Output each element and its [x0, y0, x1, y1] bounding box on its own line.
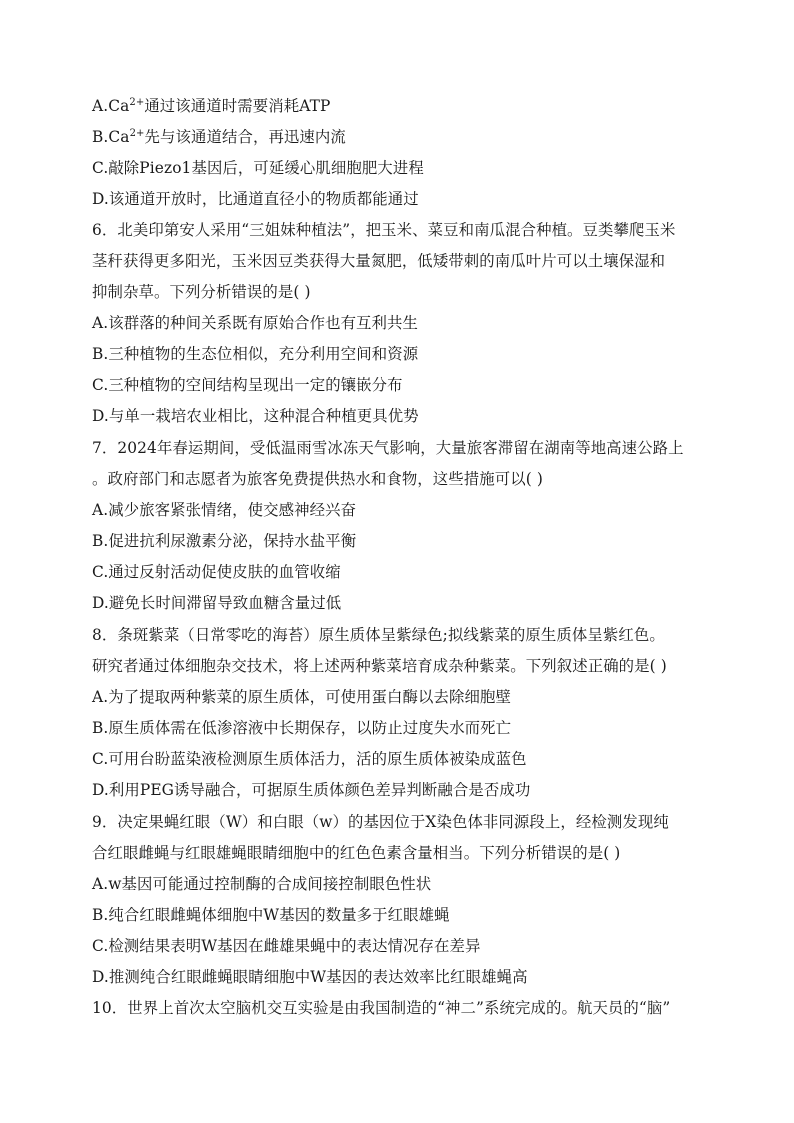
q8-stem-line-1: 8．条斑紫菜（日常零吃的海苔）原生质体呈紫绿色;拟线紫菜的原生质体呈紫红色。 — [92, 626, 665, 644]
q7-option-c: C.通过反射活动促使皮肤的血管收缩 — [92, 563, 341, 581]
q10-stem-line-1: 10．世界上首次太空脑机交互实验是由我国制造的“神二”系统完成的。航天员的“脑” — [92, 999, 671, 1017]
q9-option-d: D.推测纯合红眼雌蝇眼睛细胞中W基因的表达效率比红眼雄蝇高 — [92, 968, 528, 986]
q8-option-b: B.原生质体需在低渗溶液中长期保存，以防止过度失水而死亡 — [92, 719, 512, 737]
q6-stem-line-3: 抑制杂草。下列分析错误的是( ) — [92, 283, 311, 301]
q8-stem-line-2: 研究者通过体细胞杂交技术，将上述两种紫菜培育成杂种紫菜。下列叙述正确的是( ) — [92, 657, 667, 675]
q6-option-a: A.该群落的种间关系既有原始合作也有互利共生 — [92, 314, 419, 332]
q8-option-c: C.可用台盼蓝染液检测原生质体活力，活的原生质体被染成蓝色 — [92, 750, 527, 768]
q9-stem-line-2: 合红眼雌蝇与红眼雄蝇眼睛细胞中的红色色素含量相当。下列分析错误的是( ) — [92, 844, 621, 862]
q7-option-b: B.促进抗利尿激素分泌，保持水盐平衡 — [92, 532, 357, 550]
q7-option-d: D.避免长时间滞留导致血糖含量过低 — [92, 594, 342, 612]
q9-option-c: C.检测结果表明W基因在雌雄果蝇中的表达情况存在差异 — [92, 937, 481, 955]
q6-stem-line-1: 6．北美印第安人采用“三姐妹种植法”，把玉米、菜豆和南瓜混合种植。豆类攀爬玉米 — [92, 221, 676, 239]
q5-option-a: $A.Ca^{2+}$通过该通道时需要消耗ATP — [92, 97, 331, 115]
q6-option-d: D.与单一栽培农业相比，这种混合种植更具优势 — [92, 407, 419, 425]
q5-option-b: $B.Ca^{2+}$先与该通道结合，再迅速内流 — [92, 128, 346, 146]
q8-option-d: D.利用PEG诱导融合，可据原生质体颜色差异判断融合是否成功 — [92, 781, 531, 799]
q7-stem-line-2: 。政府部门和志愿者为旅客免费提供热水和食物，这些措施可以( ) — [92, 470, 543, 488]
q9-option-b: B.纯合红眼雌蝇体细胞中W基因的数量多于红眼雄蝇 — [92, 906, 450, 924]
q6-option-b: B.三种植物的生态位相似，充分利用空间和资源 — [92, 345, 419, 363]
q7-stem-line-1: 7．2024年春运期间，受低温雨雪冰冻天气影响，大量旅客滞留在湖南等地高速公路上 — [92, 439, 684, 457]
q5-option-d: D.该通道开放时，比通道直径小的物质都能通过 — [92, 190, 419, 208]
q8-option-a: A.为了提取两种紫菜的原生质体，可使用蛋白酶以去除细胞壁 — [92, 688, 511, 706]
q9-stem-line-1: 9．决定果蝇红眼（W）和白眼（w）的基因位于X染色体非同源段上，经检测发现纯 — [92, 813, 669, 831]
q6-stem-line-2: 茎秆获得更多阳光，玉米因豆类获得大量氮肥，低矮带刺的南瓜叶片可以土壤保湿和 — [92, 252, 666, 270]
q6-option-c: C.三种植物的空间结构呈现出一定的镶嵌分布 — [92, 376, 403, 394]
q9-option-a: A.w基因可能通过控制酶的合成间接控制眼色性状 — [92, 875, 432, 893]
q7-option-a: A.减少旅客紧张情绪，使交感神经兴奋 — [92, 501, 357, 519]
q5-option-c: C.敲除Piezo1基因后，可延缓心肌细胞肥大进程 — [92, 159, 424, 177]
